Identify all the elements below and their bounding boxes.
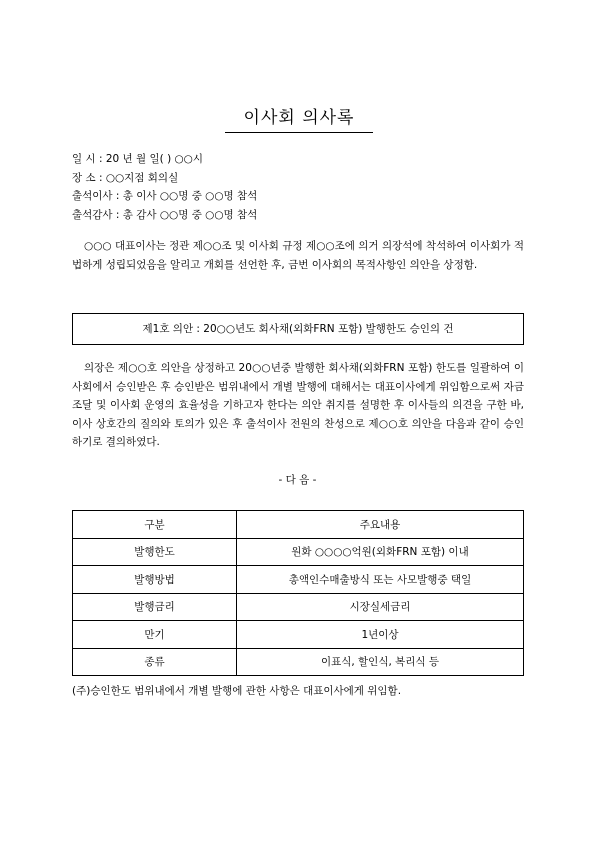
table-label-cell: 만기 [73,621,237,649]
table-row [73,566,524,594]
footnote: (주)승인한도 범위내에서 개별 발행에 관한 사항은 대표이사에게 위임함. [72,685,402,697]
table-label-cell: 발행금리 [73,593,237,621]
table-row [73,621,524,649]
table-value-cell: 이표식, 할인식, 복리식 등 [237,648,524,676]
table-row [73,648,524,676]
table-row [73,538,524,566]
table-value-cell: 시장실세금리 [237,593,524,621]
attending-directors: 출석이사 : 총 이사 ○○명 중 ○○명 참석 [72,190,258,202]
resolution-paragraph: 의장은 제○○호 의안을 상정하고 20○○년중 발행한 회사채(외화FRN 포함) 한도를 일괄하여 이사회에서 승인받은 후 승인받은 범위내에서 개별 발행에 대해서는 대표이사에게 위임함으로써 자금조달 및 이사회 운영의 효율성을 기하고자 한다는 의안 취지를 설명한 후 이사들의 의견을 구한 바, 이사 상호간의 질의와 토의가 있은 후 출석이사 전원의 찬성으로 제○○호 의안을 다음과 같이 승인하기로 결의하였다. [72,362,524,448]
table-value-cell: 1년이상 [237,621,524,649]
table-value-cell: 원화 ○○○○억원(외화FRN 포함) 이내 [237,538,524,566]
section-heading: - 다 음 - [278,474,317,486]
table-header-cell: 구분 [73,511,237,539]
table-label-cell: 발행방법 [73,566,237,594]
meeting-location: 장 소 : ○○지점 회의실 [72,171,179,184]
agenda-box: 제1호 의안 : 20○○년도 회사채(외화FRN 포함) 발행한도 승인의 건 [72,313,524,345]
table-label-cell: 발행한도 [73,538,237,566]
table-header-cell: 주요내용 [237,511,524,539]
table-label-cell: 종류 [73,648,237,676]
document-title: 이사회 의사록 [225,103,373,133]
table-header-row [73,511,524,539]
intro-paragraph: ○○○ 대표이사는 정관 제○○조 및 이사회 규정 제○○조에 의거 의장석에 착석하여 이사회가 적법하게 성립되었음을 알리고 개회를 선언한 후, 금번 이사회의 목적사항인 의안을 상정함. [72,240,524,271]
meeting-datetime: 일 시 : 20 년 월 일( ) ○○시 [72,153,203,165]
table-value-cell: 총액인수매출방식 또는 사모발행중 택일 [237,566,524,594]
meeting-info [72,150,257,224]
attending-auditors: 출석감사 : 총 감사 ○○명 중 ○○명 참석 [72,208,258,221]
table-row [73,593,524,621]
resolution-table [72,510,524,676]
